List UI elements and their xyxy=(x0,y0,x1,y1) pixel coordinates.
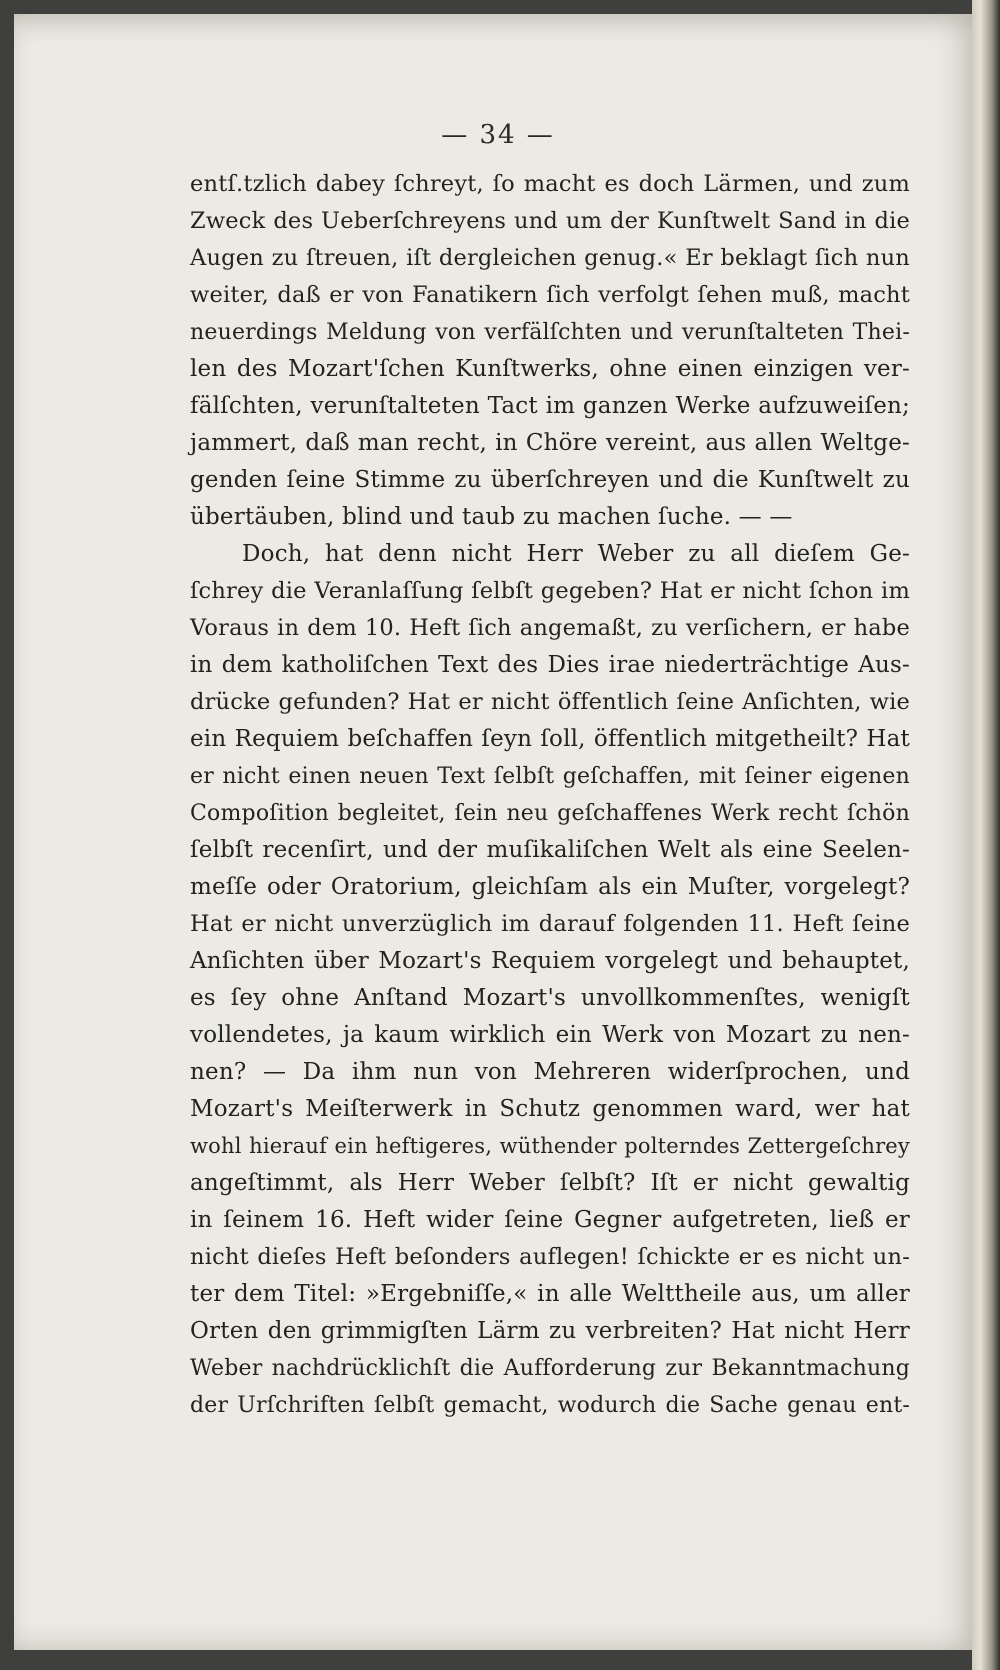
text-line: der Urſchriften ſelbſt gemacht, wodurch die Sache genau ent- xyxy=(190,1393,910,1418)
text-line: ter dem Titel: »Ergebniſſe,« in alle Welttheile aus, um aller xyxy=(190,1281,910,1307)
text-line: Anſichten über Mozart's Requiem vorgelegt und behauptet, xyxy=(190,948,910,974)
paragraph-start-line: Doch, hat denn nicht Herr Weber zu all dieſem Ge- xyxy=(242,541,910,567)
text-line: in ſeinem 16. Heft wider ſeine Gegner aufgetreten, ließ er xyxy=(190,1207,910,1233)
text-line: len des Mozart'ſchen Kunſtwerks, ohne einen einzigen ver- xyxy=(190,356,910,382)
text-line: ſchrey die Veranlaſſung ſelbſt gegeben? Hat er nicht ſchon im xyxy=(190,578,910,604)
text-line: genden ſeine Stimme zu überſchreyen und die Kunſtwelt zu xyxy=(190,467,910,493)
text-line: Mozart's Meiſterwerk in Schutz genommen ward, wer hat xyxy=(190,1096,910,1122)
book-edge xyxy=(972,0,1000,1670)
text-line: übertäuben, blind und taub zu machen ſuche. — — xyxy=(190,504,793,530)
text-line: Zweck des Ueberſchreyens und um der Kunſtwelt Sand in die xyxy=(190,208,910,234)
text-line: entſ.tzlich dabey ſchreyt, ſo macht es doch Lärmen, und zum xyxy=(190,171,910,197)
text-line: in dem katholiſchen Text des Dies irae niederträchtige Aus- xyxy=(190,652,910,678)
text-line: nen? — Da ihm nun von Mehreren widerſprochen, und xyxy=(190,1059,910,1085)
page-number: — 34 — xyxy=(441,120,555,150)
text-line: Weber nachdrücklichſt die Aufforderung zur Bekanntmachung xyxy=(190,1356,910,1381)
text-line: Voraus in dem 10. Heft ſich angemaßt, zu verſichern, er habe xyxy=(190,615,910,641)
body-text xyxy=(190,166,910,1424)
page-sheet xyxy=(14,14,982,1650)
text-line: drücke gefunden? Hat er nicht öffentlich ſeine Anſichten, wie xyxy=(190,689,910,715)
text-line: Compoſition begleitet, ſein neu geſchaffenes Werk recht ſchön xyxy=(190,801,910,826)
text-line: ſelbſt recenſirt, und der muſikaliſchen Welt als eine Seelen- xyxy=(190,837,910,863)
text-line: ein Requiem beſchaffen ſeyn ſoll, öffentlich mitgetheilt? Hat xyxy=(190,726,910,752)
text-line: Hat er nicht unverzüglich im darauf folgenden 11. Heft ſeine xyxy=(190,911,910,937)
text-line: weiter, daß er von Fanatikern ſich verfolgt ſehen muß, macht xyxy=(190,282,910,308)
text-line: jammert, daß man recht, in Chöre vereint, aus allen Weltge- xyxy=(190,430,910,456)
text-line: Orten den grimmigſten Lärm zu verbreiten? Hat nicht Herr xyxy=(190,1318,910,1344)
text-line: nicht dieſes Heft beſonders auflegen! ſchickte er es nicht un- xyxy=(190,1244,910,1270)
text-line: wohl hierauf ein heftigeres, wüthender polterndes Zettergeſchrey xyxy=(190,1134,910,1158)
text-line: meſſe oder Oratorium, gleichſam als ein Muſter, vorgelegt? xyxy=(190,874,910,900)
text-line: er nicht einen neuen Text ſelbſt geſchaffen, mit ſeiner eigenen xyxy=(190,764,910,789)
text-line: vollendetes, ja kaum wirklich ein Werk von Mozart zu nen- xyxy=(190,1022,910,1048)
text-line: angeſtimmt, als Herr Weber ſelbſt? Iſt er nicht gewaltig xyxy=(190,1170,910,1196)
text-line: neuerdings Meldung von verfälſchten und verunſtalteten Thei- xyxy=(190,320,910,345)
text-line: Augen zu ſtreuen, iſt dergleichen genug.« Er beklagt ſich nun xyxy=(190,245,910,271)
text-line: es ſey ohne Anſtand Mozart's unvollkommenſtes, wenigſt xyxy=(190,985,910,1011)
text-line: fälſchten, verunſtalteten Tact im ganzen Werke aufzuweiſen; xyxy=(190,393,910,419)
